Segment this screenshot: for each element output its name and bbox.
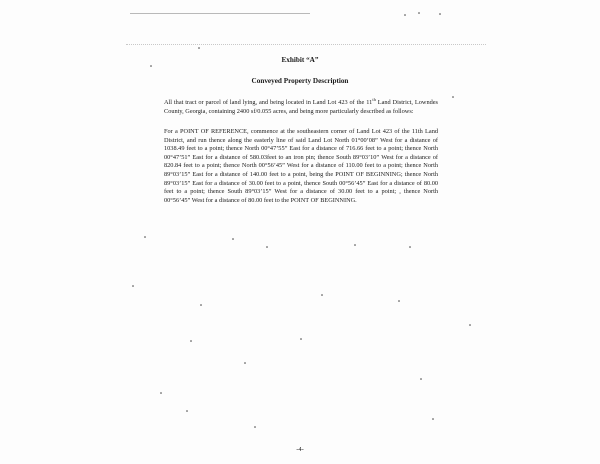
scan-artifact-line	[130, 13, 310, 14]
scan-speck	[321, 294, 323, 296]
scan-speck	[432, 418, 434, 420]
page-number: -4-	[296, 446, 304, 453]
scan-speck	[439, 13, 441, 15]
scan-speck	[398, 300, 400, 302]
scan-speck	[469, 324, 471, 326]
legal-description-paragraph: For a POINT OF REFERENCE, commence at the southeastern corner of Land Lot 423 of the 11th Land District, and run thence along the easterly line of said Land Lot North 01°00’08” West for a distance of 1038.49 feet to a point; thence North 00°47’55” East for a distance of 716.66 feet to a point; thence North 00°47’51” East for a distance of 580.03feet to an iron pin; thence South 89°03’10” West for a distance of 820.84 feet to a point; thence North 00°56’45” West for a distance of 110.00 feet to a point; thence North 89°03’15” East for a distance of 140.00 feet to a point, being the POINT OF BEGINNING; thence North 89°03’15” East for a distance of 30.00 feet to a point, thence South 00°56’45” East for a distance of 80.00 feet to a point; thence South 89°03’15” West for a distance of 30.00 feet to a point; , thence North 00°56’45” West for a distance of 80.00 feet to the POINT OF BEGINNING.	[164, 128, 438, 204]
scan-speck	[404, 14, 406, 16]
scan-speck	[160, 392, 162, 394]
scan-speck	[300, 338, 302, 340]
scan-speck	[452, 96, 454, 98]
scan-speck	[244, 362, 246, 364]
scan-speck	[186, 410, 188, 412]
scan-speck	[254, 426, 256, 428]
scan-speck	[190, 340, 192, 342]
scan-speck	[150, 65, 152, 67]
scan-speck	[409, 246, 411, 248]
scan-speck	[420, 378, 422, 380]
scan-speck	[132, 285, 134, 287]
scan-speck	[354, 244, 356, 246]
scan-speck	[418, 12, 420, 14]
scan-speck	[198, 47, 200, 49]
scan-speck	[266, 246, 268, 248]
scan-speck	[232, 238, 234, 240]
intro-paragraph	[164, 96, 438, 116]
intro-text-start: All that tract or parcel of land lying, and being located in Land Lot 423 of the 11	[164, 99, 373, 106]
ordinal-superscript: th	[372, 96, 376, 102]
scan-speck	[200, 304, 202, 306]
intro-text-end: Land District, Lowndes County, Georgia, containing 2400 sf/0.055 acres, and being more particularly described as follows:	[164, 99, 438, 115]
scan-speck	[144, 236, 146, 238]
exhibit-title: Exhibit “A”	[281, 56, 319, 64]
document-heading: Conveyed Property Description	[251, 77, 349, 85]
scan-artifact-line	[126, 44, 486, 45]
